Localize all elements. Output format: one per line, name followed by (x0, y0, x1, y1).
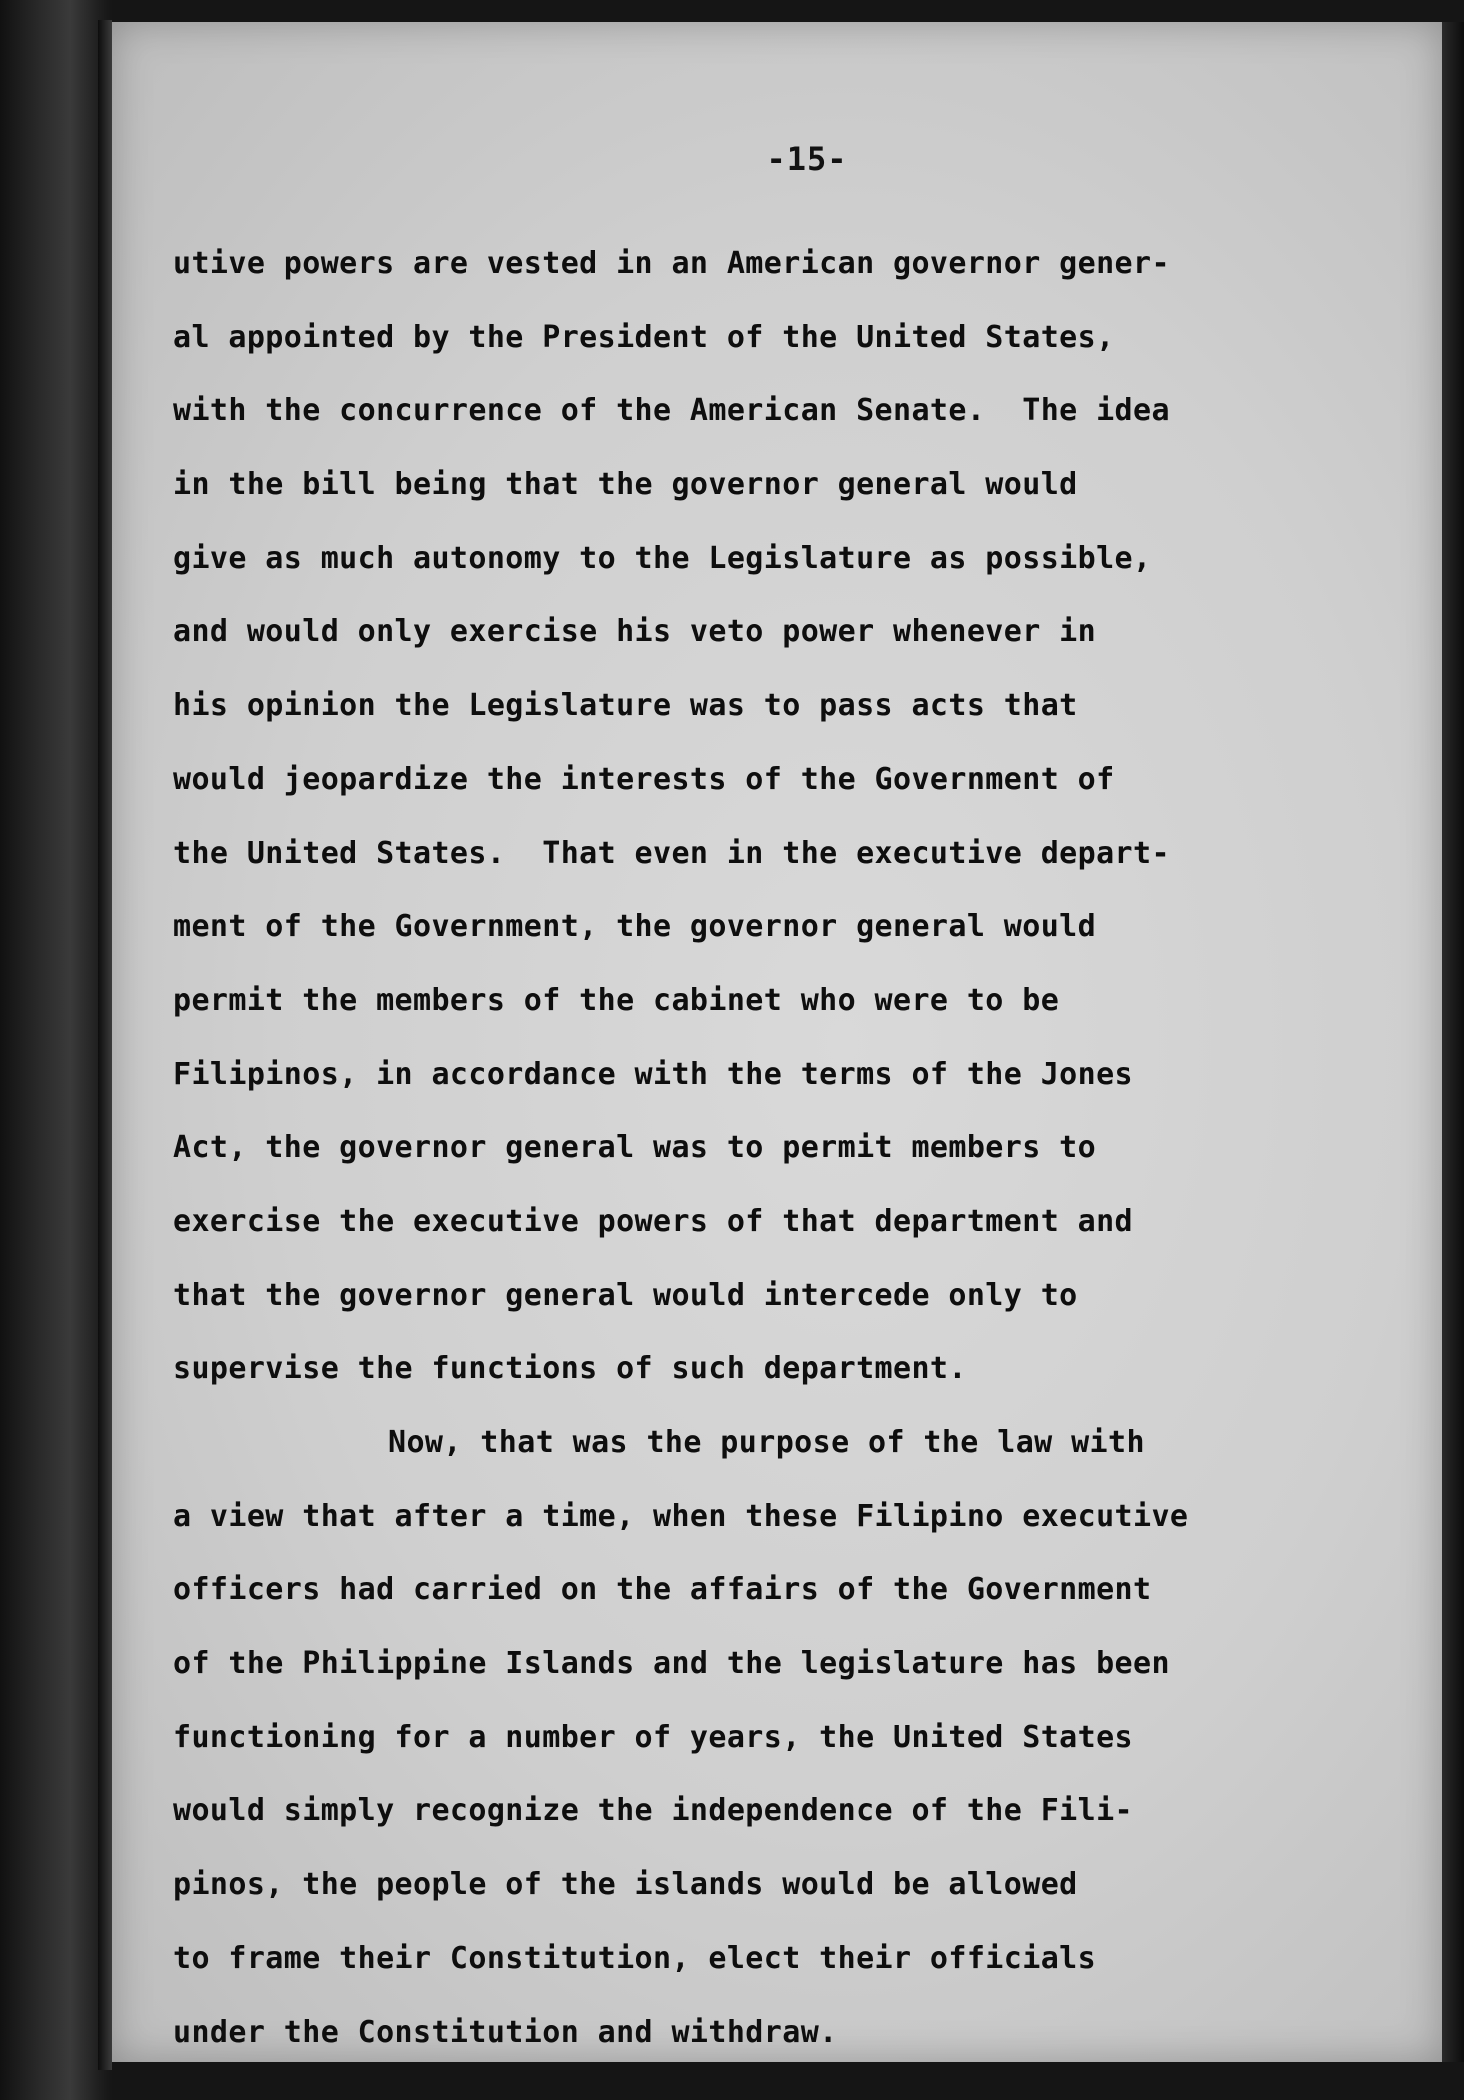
text-line: officers had carried on the affairs of the Government (173, 1572, 1152, 1608)
text-line: functioning for a number of years, the United States (173, 1719, 1133, 1755)
page-number: -15- (766, 140, 848, 178)
page-spine-shadow (98, 20, 112, 2070)
text-line: give as much autonomy to the Legislature as possible, (173, 540, 1152, 576)
text-line: ment of the Government, the governor general would (173, 909, 1097, 945)
text-line: and would only exercise his veto power whenever in (173, 614, 1097, 650)
text-line: in the bill being that the governor general would (173, 467, 1078, 503)
text-line: with the concurrence of the American Senate. The idea (173, 393, 1170, 429)
text-line: al appointed by the President of the United States, (173, 319, 1115, 355)
text-line: would simply recognize the independence of the Fili- (173, 1793, 1133, 1829)
text-line: pinos, the people of the islands would be allowed (173, 1867, 1078, 1903)
text-line: permit the members of the cabinet who were to be (173, 982, 1060, 1018)
text-line: to frame their Constitution, elect their officials (173, 1940, 1097, 1976)
page-right-shadow (1442, 22, 1464, 2062)
text-line: under the Constitution and withdraw. (173, 2014, 838, 2050)
text-line: that the governor general would intercede only to (173, 1277, 1078, 1313)
text-line: utive powers are vested in an American governor gener- (173, 246, 1170, 281)
text-line: Act, the governor general was to permit members to (173, 1130, 1097, 1166)
paragraph-start-line: Now, that was the purpose of the law with (388, 1425, 1145, 1460)
text-line: of the Philippine Islands and the legislature has been (173, 1646, 1170, 1682)
text-line: exercise the executive powers of that department and (173, 1203, 1133, 1239)
text-line: a view that after a time, when these Filipino executive (173, 1498, 1189, 1534)
text-line: Filipinos, in accordance with the terms of the Jones (173, 1056, 1133, 1092)
text-line: would jeopardize the interests of the Government of (173, 761, 1115, 797)
typewritten-body (173, 227, 1373, 2069)
text-line: his opinion the Legislature was to pass acts that (173, 688, 1078, 724)
text-line: the United States. That even in the executive depart- (173, 835, 1170, 871)
text-line: supervise the functions of such department. (173, 1351, 967, 1387)
